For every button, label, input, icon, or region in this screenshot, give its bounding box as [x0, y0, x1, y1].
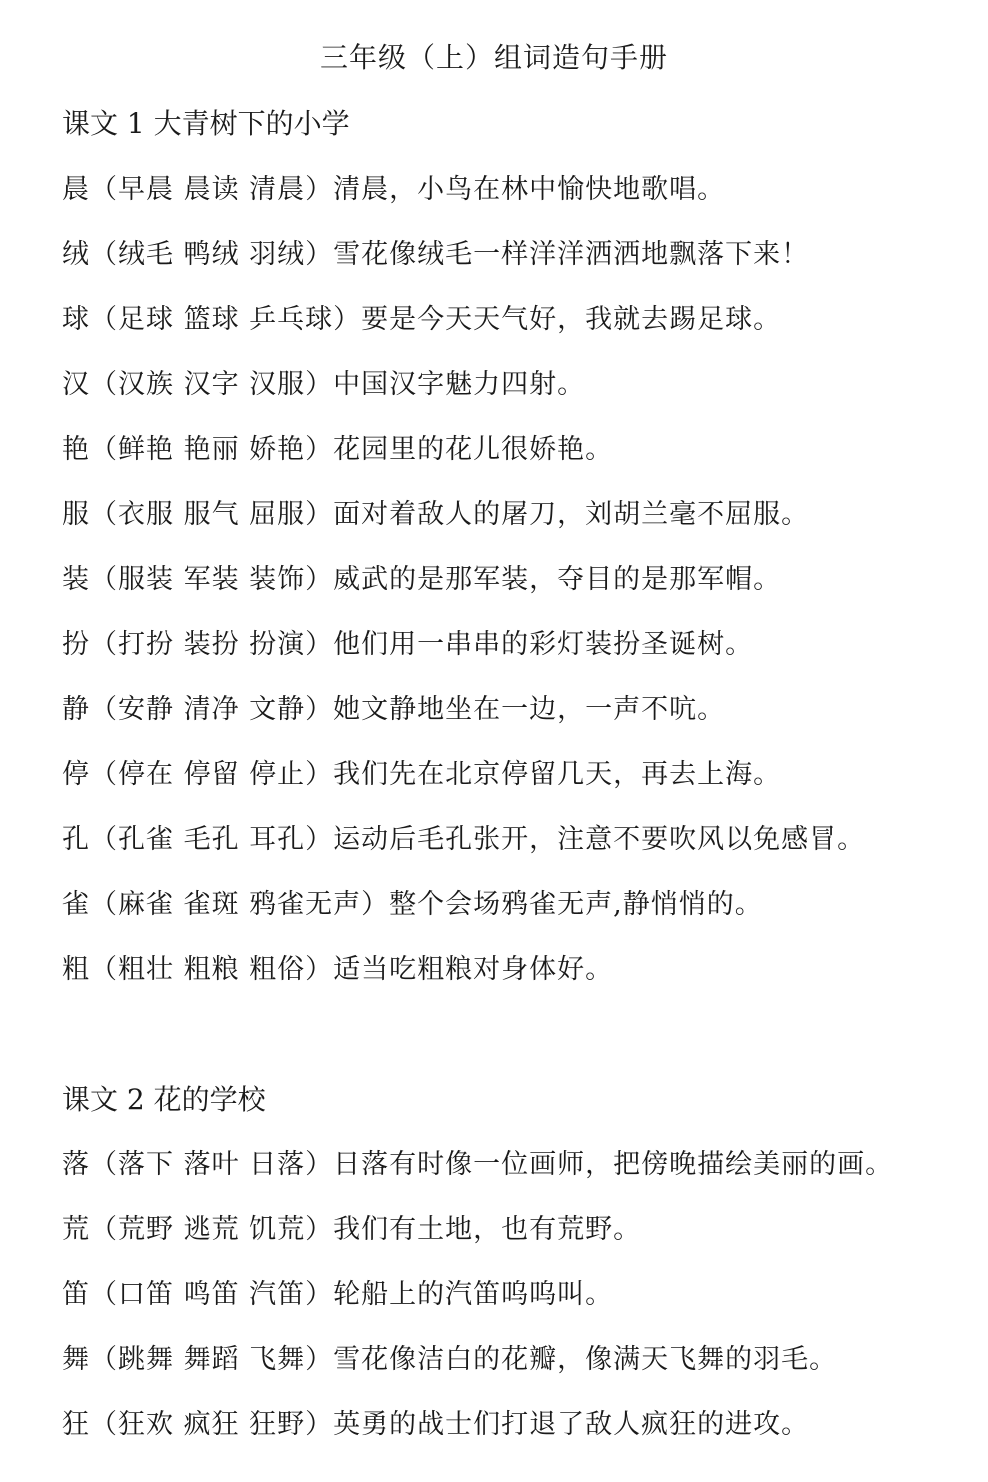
word-entry: 晨（早晨 晨读 清晨）清晨，小鸟在林中愉快地歌唱。 — [62, 174, 726, 205]
word-entry: 装（服装 军装 装饰）威武的是那军装，夺目的是那军帽。 — [62, 564, 782, 595]
section-heading-lesson-1: 课文 1 大青树下的小学 — [62, 107, 350, 140]
word-entry: 静（安静 清净 文静）她文静地坐在一边，一声不吭。 — [62, 694, 726, 725]
word-entry: 舞（跳舞 舞蹈 飞舞）雪花像洁白的花瓣，像满天飞舞的羽毛。 — [62, 1344, 838, 1375]
word-entry: 扮（打扮 装扮 扮演）他们用一串串的彩灯装扮圣诞树。 — [62, 629, 754, 660]
word-entry: 荒（荒野 逃荒 饥荒）我们有土地，也有荒野。 — [62, 1214, 642, 1245]
word-entry: 落（落下 落叶 日落）日落有时像一位画师，把傍晚描绘美丽的画。 — [62, 1149, 894, 1180]
word-entry: 雀（麻雀 雀斑 鸦雀无声）整个会场鸦雀无声,静悄悄的。 — [62, 889, 763, 920]
word-entry: 粗（粗壮 粗粮 粗俗）适当吃粗粮对身体好。 — [62, 954, 614, 985]
word-entry: 服（衣服 服气 屈服）面对着敌人的屠刀，刘胡兰毫不屈服。 — [62, 499, 810, 530]
word-entry: 球（足球 篮球 乒乓球）要是今天天气好，我就去踢足球。 — [62, 304, 782, 335]
word-entry: 汉（汉族 汉字 汉服）中国汉字魅力四射。 — [62, 369, 586, 400]
word-entry: 笛（口笛 鸣笛 汽笛）轮船上的汽笛呜呜叫。 — [62, 1279, 614, 1310]
word-entry: 狂（狂欢 疯狂 狂野）英勇的战士们打退了敌人疯狂的进攻。 — [62, 1409, 810, 1440]
word-entry: 绒（绒毛 鸭绒 羽绒）雪花像绒毛一样洋洋洒洒地飘落下来！ — [62, 239, 810, 270]
section-heading-lesson-2: 课文 2 花的学校 — [62, 1083, 266, 1116]
word-entry: 艳（鲜艳 艳丽 娇艳）花园里的花儿很娇艳。 — [62, 434, 614, 465]
word-entry: 孔（孔雀 毛孔 耳孔）运动后毛孔张开，注意不要吹风以免感冒。 — [62, 824, 866, 855]
document-title: 三年级（上）组词造句手册 — [319, 41, 668, 74]
word-entry: 停（停在 停留 停止）我们先在北京停留几天，再去上海。 — [62, 759, 782, 790]
